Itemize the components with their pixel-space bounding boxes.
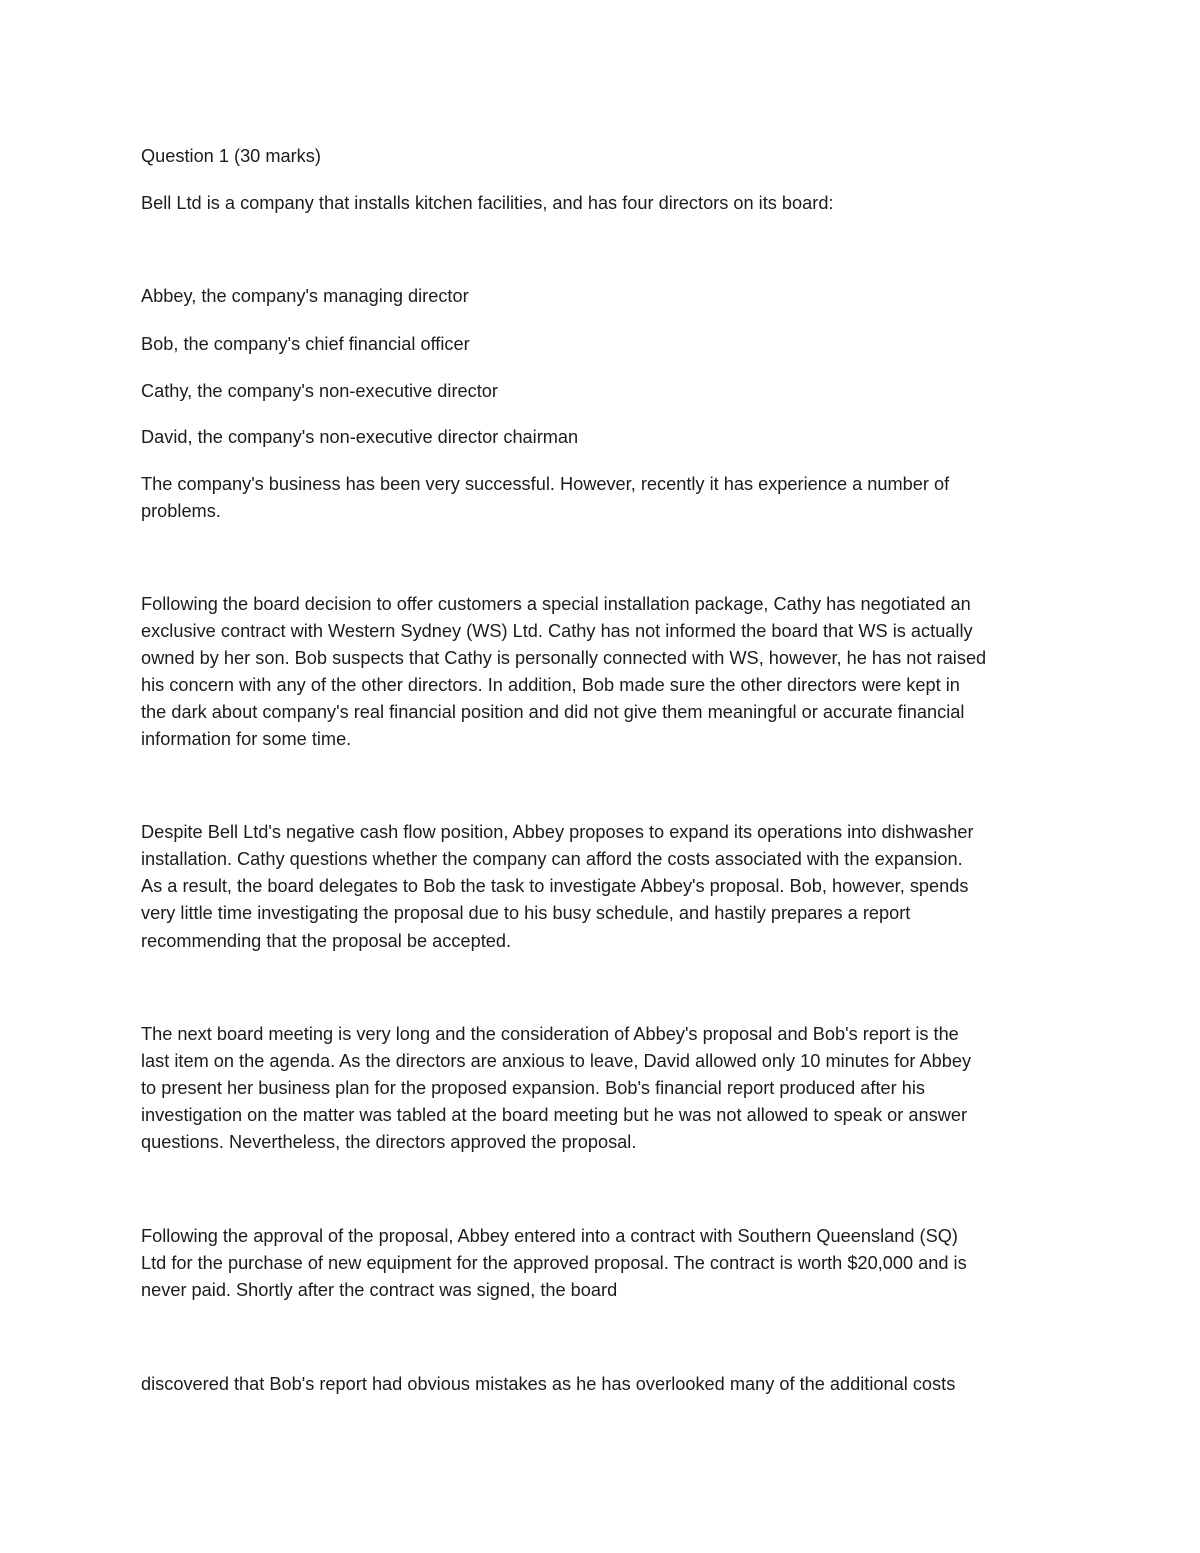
paragraph-line: exclusive contract with Western Sydney (WS) Ltd. Cathy has not informed the board that WS is actually: [141, 621, 973, 641]
paragraph-line: discovered that Bob's report had obvious mistakes as he has overlooked many of the additional costs: [141, 1374, 956, 1394]
paragraph-line: recommending that the proposal be accepted.: [141, 931, 512, 951]
paragraph-line: Despite Bell Ltd's negative cash flow position, Abbey proposes to expand its operations into dishwasher: [141, 822, 974, 842]
paragraph-line: owned by her son. Bob suspects that Cathy is personally connected with WS, however, he has not raised: [141, 648, 987, 668]
paragraph-line: As a result, the board delegates to Bob the task to investigate Abbey's proposal. Bob, however, spends: [141, 876, 969, 896]
director-bob: Bob, the company's chief financial officer: [141, 334, 470, 354]
director-david: David, the company's non-executive director chairman: [141, 427, 579, 447]
paragraph-line: investigation on the matter was tabled at the board meeting but he was not allowed to speak or answer: [141, 1105, 968, 1125]
paragraph-line: never paid. Shortly after the contract was signed, the board: [141, 1280, 618, 1300]
intro-line: Bell Ltd is a company that installs kitchen facilities, and has four directors on its board:: [141, 193, 834, 213]
paragraph-line: the dark about company's real financial position and did not give them meaningful or accurate financial: [141, 702, 965, 722]
paragraph-line: to present her business plan for the proposed expansion. Bob's financial report produced after his: [141, 1078, 925, 1098]
paragraph-line: installation. Cathy questions whether the company can afford the costs associated with the expansion.: [141, 849, 963, 869]
paragraph-line: The company's business has been very successful. However, recently it has experience a number of: [141, 474, 950, 494]
paragraph-line: his concern with any of the other directors. In addition, Bob made sure the other directors were kept in: [141, 675, 960, 695]
paragraph-line: questions. Nevertheless, the directors approved the proposal.: [141, 1132, 637, 1152]
paragraph-line: The next board meeting is very long and the consideration of Abbey's proposal and Bob's report is the: [141, 1024, 959, 1044]
paragraph-line: Ltd for the purchase of new equipment for the approved proposal. The contract is worth $20,000 and is: [141, 1253, 967, 1273]
paragraph-line: Following the approval of the proposal, Abbey entered into a contract with Southern Queensland (SQ): [141, 1226, 958, 1246]
question-heading: Question 1 (30 marks): [141, 146, 321, 166]
paragraph-line: Following the board decision to offer customers a special installation package, Cathy has negotiated an: [141, 594, 971, 614]
director-abbey: Abbey, the company's managing director: [141, 286, 469, 306]
paragraph-line: very little time investigating the proposal due to his busy schedule, and hastily prepares a report: [141, 903, 911, 923]
paragraph-line: last item on the agenda. As the directors are anxious to leave, David allowed only 10 minutes for Abbey: [141, 1051, 972, 1071]
paragraph-line: problems.: [141, 501, 221, 521]
paragraph-line: information for some time.: [141, 729, 352, 749]
director-cathy: Cathy, the company's non-executive director: [141, 381, 498, 401]
